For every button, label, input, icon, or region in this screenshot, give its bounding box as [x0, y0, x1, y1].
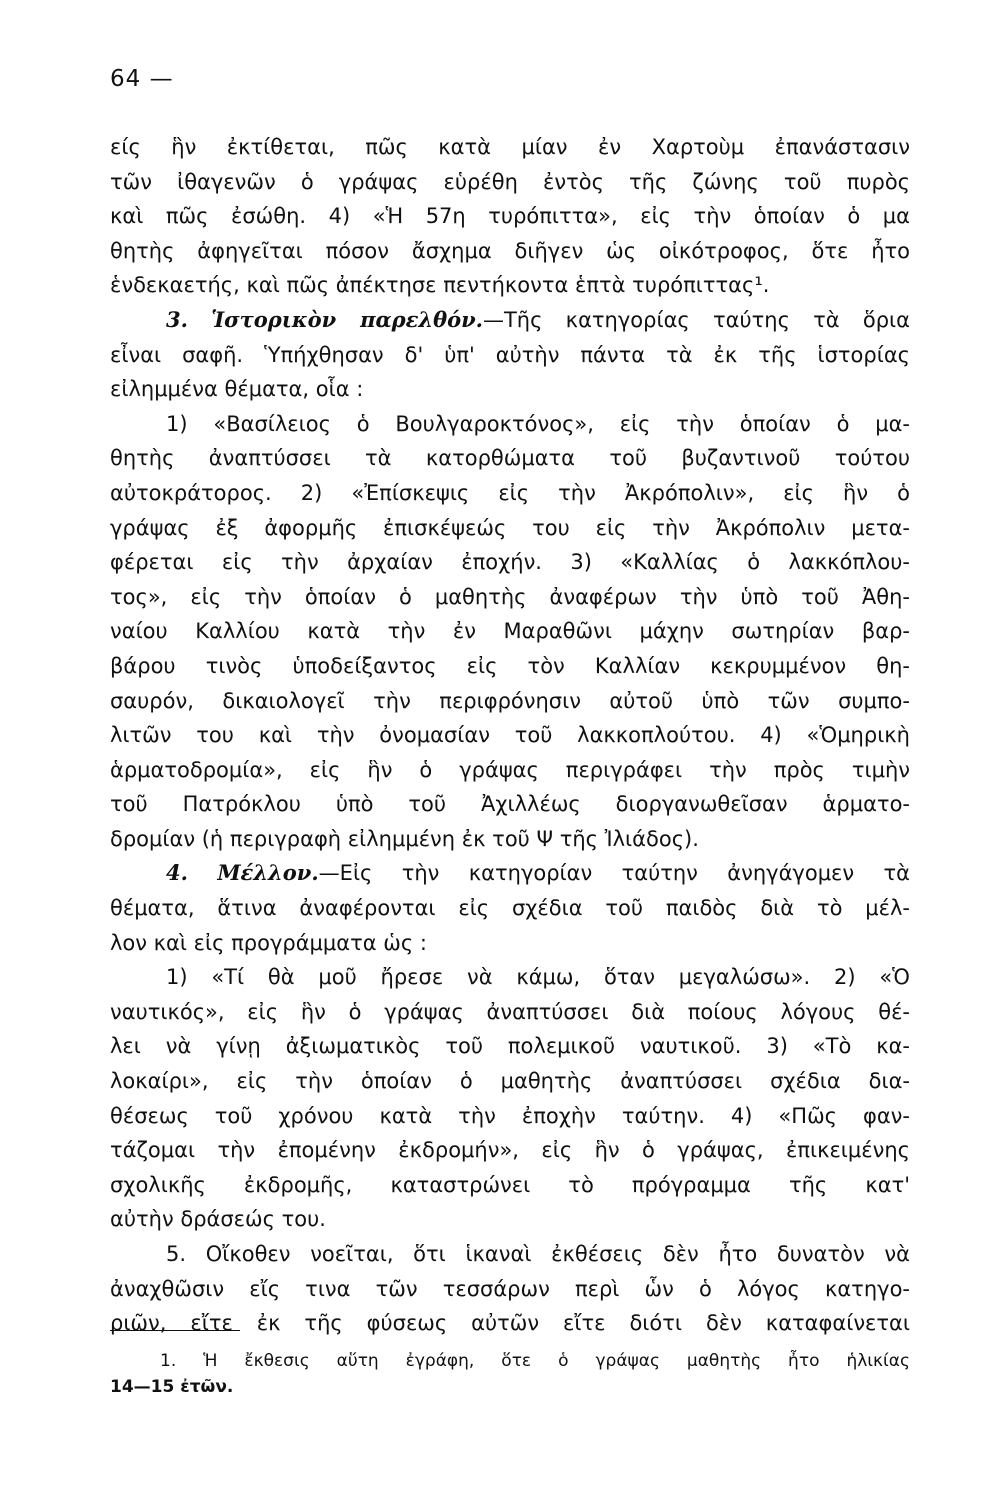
- body-text: [110, 130, 910, 1341]
- footnote-line: 14—15 ἐτῶν.: [110, 1377, 234, 1397]
- text-line: 5. Οἴκοθεν νοεῖται, ὅτι ἱκαναὶ ἐκθέσεις δὲν ἦτο δυνατὸν νὰ: [166, 1242, 910, 1266]
- text-line: λοκαίρι», εἰς τὴν ὁποίαν ὁ μαθητὴς ἀναπτύσσει σχέδια δια-: [110, 1069, 910, 1094]
- text-line: —Τῆς κατηγορίας ταύτης τὰ ὅρια: [482, 307, 910, 332]
- text-line: θητὴς ἀναπτύσσει τὰ κατορθώματα τοῦ βυζαντινοῦ τούτου: [110, 446, 910, 471]
- text-line: εἰλημμένα θέματα, οἷα :: [110, 377, 364, 402]
- text-line: λον καὶ εἰς προγράμματα ὡς :: [110, 930, 427, 955]
- text-line: θέσεως τοῦ χρόνου κατὰ τὴν ἐποχὴν ταύτην. 4) «Πῶς φαν-: [110, 1103, 910, 1128]
- text-line: ἑνδεκαετής, καὶ πῶς ἀπέκτησε πεντήκοντα ἑπτὰ τυρόπιττας¹.: [110, 273, 770, 298]
- section-heading-future: [110, 856, 910, 891]
- text-line: εἶναι σαφῆ. Ὑπήχθησαν δ' ὑπ' αὐτὴν πάντα τὰ ἐκ τῆς ἱστορίας: [110, 342, 910, 367]
- text-line: δρομίαν (ἡ περιγραφὴ εἰλημμένη ἐκ τοῦ Ψ τῆς Ἰλιάδος).: [110, 826, 699, 851]
- text-line: 1) «Βασίλειος ὁ Βουλγαροκτόνος», εἰς τὴν ὁποίαν ὁ μα-: [166, 411, 910, 436]
- text-line: 1) «Τί θὰ μοῦ ἤρεσε νὰ κάμω, ὅταν μεγαλώσω». 2) «Ὁ: [166, 965, 910, 990]
- text-line: είς ἣν ἐκτίθεται, πῶς κατὰ μίαν ἐν Χαρτοὺμ ἐπανάστασιν: [110, 135, 910, 159]
- text-line: λει νὰ γίνῃ ἀξιωματικὸς τοῦ πολεμικοῦ ναυτικοῦ. 3) «Τὸ κα-: [110, 1034, 910, 1059]
- text-line: ναίου Καλλίου κατὰ τὴν ἐν Μαραθῶνι μάχην σωτηρίαν βαρ-: [110, 619, 910, 644]
- footnote: [110, 1348, 910, 1400]
- text-line: ριῶν, εἴτε ἐκ τῆς φύσεως αὐτῶν εἴτε διότι δὲν καταφαίνεται: [110, 1311, 910, 1336]
- footnote-divider: [110, 1330, 240, 1331]
- page-number: 64 —: [110, 66, 174, 92]
- text-line: ναυτικός», εἰς ἣν ὁ γράψας ἀναπτύσσει διὰ ποίους λόγους θέ-: [110, 999, 910, 1024]
- text-line: γράψας ἐξ ἀφορμῆς ἐπισκέψεώς του εἰς τὴν Ἀκρόπολιν μετα-: [110, 515, 910, 540]
- section-title: Ἱστορικὸν παρελθόν.: [211, 306, 483, 332]
- text-line: βάρου τινὸς ὑποδείξαντος εἰς τὸν Καλλίαν κεκρυμμένον θη-: [110, 653, 910, 678]
- text-line: καὶ πῶς ἐσώθη. 4) «Ἡ 57η τυρόπιττα», εἰς τὴν ὁποίαν ὁ μα: [110, 204, 910, 229]
- text-line: τος», εἰς τὴν ὁποίαν ὁ μαθητὴς ἀναφέρων τὴν ὑπὸ τοῦ Ἀθη-: [110, 584, 910, 609]
- text-line: σχολικῆς ἐκδρομῆς, καταστρώνει τὸ πρόγραμμα τῆς κατ': [110, 1172, 910, 1197]
- footnote-line: 1. Ἡ ἔκθεσις αὕτη ἐγράφη, ὅτε ὁ γράψας μαθητὴς ἦτο ἡλικίας: [160, 1351, 910, 1371]
- text-line: ἁρματοδρομία», εἰς ἣν ὁ γράψας περιγράφει τὴν πρὸς τιμὴν: [110, 757, 910, 782]
- text-line: αὐτὴν δράσεώς του.: [110, 1207, 326, 1232]
- text-line: —Εἰς τὴν κατηγορίαν ταύτην ἀνηγάγομεν τὰ: [318, 861, 910, 886]
- text-line: αὐτοκράτορος. 2) «Ἐπίσκεψις εἰς τὴν Ἀκρόπολιν», εἰς ἣν ὁ: [110, 480, 910, 505]
- text-line: τάζομαι τὴν ἐπομένην ἐκδρομήν», εἰς ἣν ὁ γράψας, ἐπικειμένης: [110, 1138, 910, 1163]
- text-line: σαυρόν, δικαιολογεῖ τὴν περιφρόνησιν αὐτοῦ ὑπὸ τῶν συμπο-: [110, 688, 910, 713]
- section-heading-history: [110, 303, 910, 338]
- text-line: λιτῶν του καὶ τὴν ὀνομασίαν τοῦ λακκοπλούτου. 4) «Ὁμηρικὴ: [110, 723, 910, 748]
- text-line: φέρεται εἰς τὴν ἀρχαίαν ἐποχήν. 3) «Καλλίας ὁ λακκόπλου-: [110, 550, 910, 575]
- section-number: 4.: [166, 860, 188, 886]
- text-line: τοῦ Πατρόκλου ὑπὸ τοῦ Ἀχιλλέως διοργανωθεῖσαν ἁρματο-: [110, 792, 910, 817]
- section-number: 3.: [166, 306, 188, 332]
- text-line: τῶν ἰθαγενῶν ὁ γράψας εὑρέθη ἐντὸς τῆς ζώνης τοῦ πυρὸς: [110, 169, 910, 194]
- text-line: θέματα, ἅτινα ἀναφέρονται εἰς σχέδια τοῦ παιδὸς διὰ τὸ μέλ-: [110, 896, 910, 921]
- text-line: ἀναχθῶσιν εἴς τινα τῶν τεσσάρων περὶ ὧν ὁ λόγος κατηγο-: [110, 1276, 910, 1301]
- section-title: Μέλλον.: [217, 860, 319, 886]
- text-line: θητὴς ἀφηγεῖται πόσον ἄσχημα διῆγεν ὡς οἰκότροφος, ὅτε ἦτο: [110, 238, 910, 263]
